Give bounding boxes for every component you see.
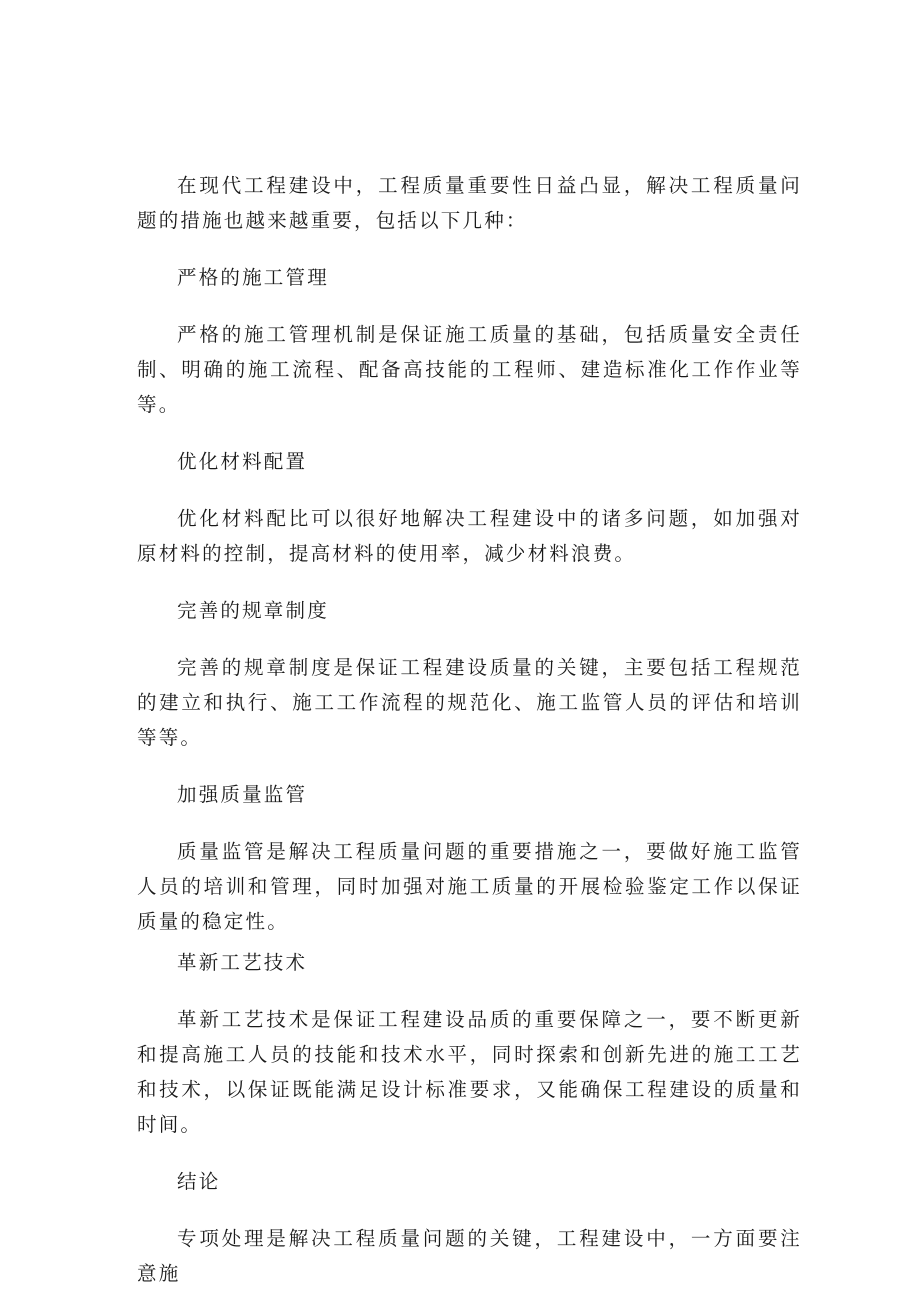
section-heading-process-innovation: 革新工艺技术 (177, 951, 308, 974)
section-heading-conclusion: 结论 (177, 1170, 221, 1193)
section-body-quality-supervision: 质量监管是解决工程质量问题的重要措施之一，要做好施工监管人员的培训和管理，同时加强对施工质量的开展检验鉴定工作以保证质量的稳定性。 (137, 840, 802, 933)
section-body-construction-management: 严格的施工管理机制是保证施工质量的基础，包括质量安全责任制、明确的施工流程、配备高技能的工程师、建造标准化工作作业等等。 (137, 323, 802, 416)
intro-paragraph: 在现代工程建设中，工程质量重要性日益凸显，解决工程质量问题的措施也越来越重要，包括以下几种： (137, 174, 802, 232)
section-body-regulations: 完善的规章制度是保证工程建设质量的关键，主要包括工程规范的建立和执行、施工工作流程的规范化、施工监管人员的评估和培训等等。 (137, 656, 802, 749)
section-heading-construction-management: 严格的施工管理 (177, 266, 329, 289)
section-heading-quality-supervision: 加强质量监管 (177, 783, 308, 806)
section-heading-regulations: 完善的规章制度 (177, 599, 329, 622)
section-body-conclusion: 专项处理是解决工程质量问题的关键，工程建设中，一方面要注意施 (137, 1227, 802, 1285)
section-body-process-innovation: 革新工艺技术是保证工程建设品质的重要保障之一，要不断更新和提高施工人员的技能和技术水平，同时探索和创新先进的施工工艺和技术，以保证既能满足设计标准要求，又能确保工程建设的质量和时间。 (137, 1008, 802, 1136)
section-body-material-optimization: 优化材料配比可以很好地解决工程建设中的诸多问题，如加强对原材料的控制，提高材料的使用率，减少材料浪费。 (137, 507, 802, 565)
section-heading-material-optimization: 优化材料配置 (177, 450, 308, 473)
